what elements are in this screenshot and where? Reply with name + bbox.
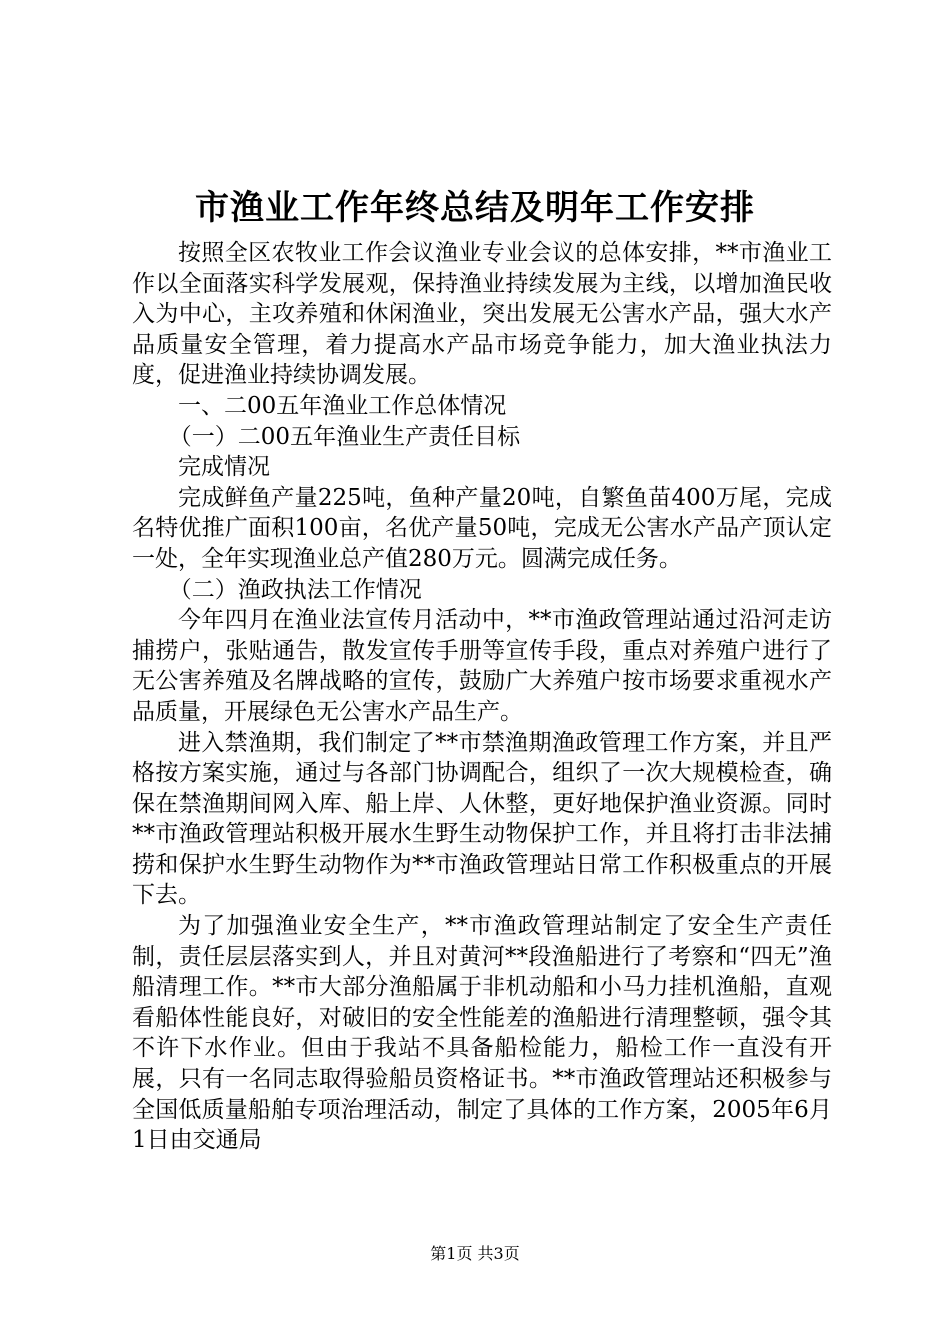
sub-heading-2: （二）渔政执法工作情况 [168,576,422,603]
paragraph-safety: 为了加强渔业安全生产，**市渔政管理站制定了安全生产责任制，责任层层落实到人，并且对黄河**段渔船进行了考察和“四无”渔船清理工作。**市大部分渔船属于非机动船和小马力挂机渔船，直观看船体性能良好，对破旧的安全性能差的渔船进行清理整顿，强令其不许下水作业。但由于我站不具备船检能力，船检工作一直没有开展，只有一名同志取得验船员资格证书。**市渔政管理站还积极参与全国低质量船舶专项治理活动，制定了具体的工作方案，2005年6月1日由交通局 [132,913,832,1154]
section-heading-1: 一、二00五年渔业工作总体情况 [178,392,507,419]
document-body [132,238,832,1156]
paragraph-production: 完成鲜鱼产量225吨，鱼种产量20吨，自繁鱼苗400万尾，完成名特优推广面积100亩，名优产量50吨，完成无公害水产品产顶认定一处，全年实现渔业总产值280万元。圆满完成任务。 [132,484,832,572]
page-number: 第1页 共3页 [430,1244,520,1263]
document-title: 市渔业工作年终总结及明年工作安排 [195,188,755,228]
paragraph-closed-season: 进入禁渔期，我们制定了**市禁渔期渔政管理工作方案，并且严格按方案实施，通过与各部门协调配合，组织了一次大规模检查，确保在禁渔期间网入库、船上岸、人休整，更好地保护渔业资源。同时**市渔政管理站积极开展水生野生动物保护工作，并且将打击非法捕捞和保护水生野生动物作为**市渔政管理站日常工作积极重点的开展下去。 [132,729,832,909]
paragraph-publicity: 今年四月在渔业法宣传月活动中，**市渔政管理站通过沿河走访捕捞户，张贴通告，散发宣传手册等宣传手段，重点对养殖户进行了无公害养殖及名牌战略的宣传，鼓励广大养殖户按市场要求重视水产品质量，开展绿色无公害水产品生产。 [132,607,832,725]
sub-heading-1-continued: 完成情况 [178,454,270,481]
paragraph-intro: 按照全区农牧业工作会议渔业专业会议的总体安排，**市渔业工作以全面落实科学发展观，保持渔业持续发展为主线，以增加渔民收入为中心，主攻养殖和休闲渔业，突出发展无公害水产品，强大水产品质量安全管理，着力提高水产品市场竞争能力，加大渔业执法力度，促进渔业持续协调发展。 [132,240,832,389]
sub-heading-1: （一）二00五年渔业生产责任目标 [168,423,521,450]
